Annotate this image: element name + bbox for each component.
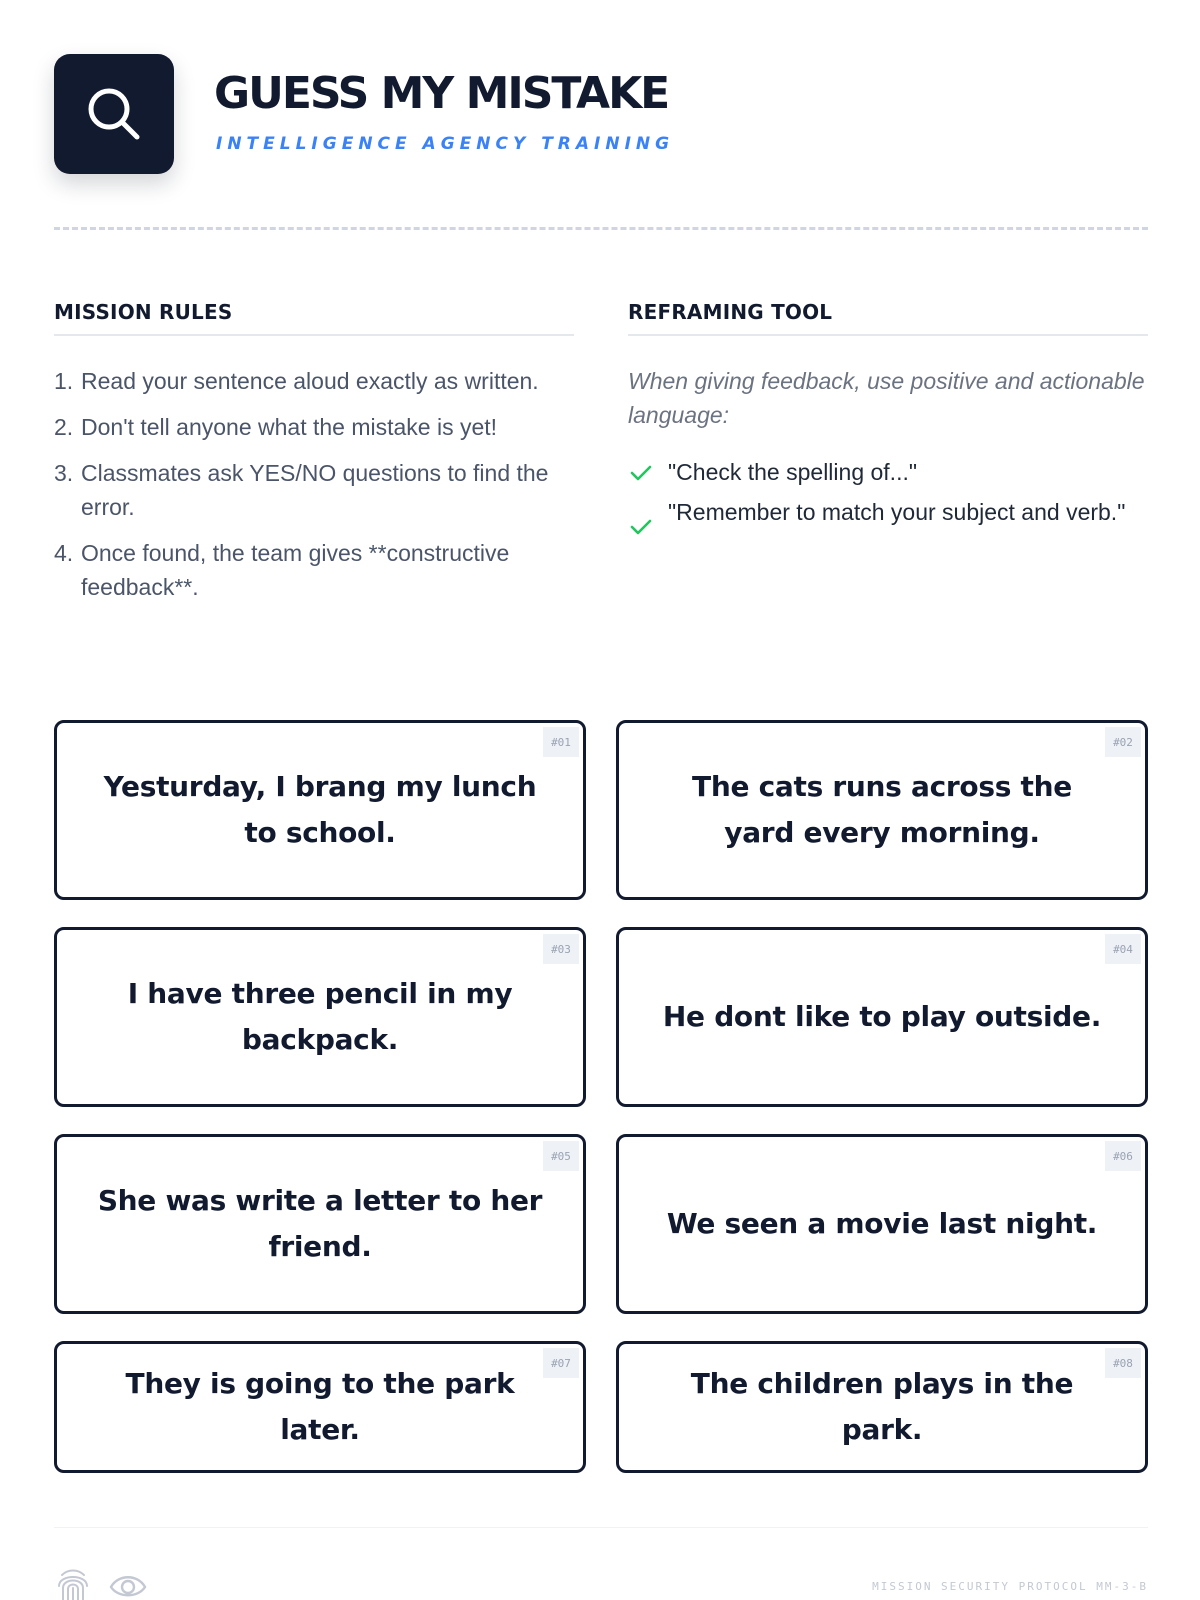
header-divider [54, 227, 1148, 230]
sentence-card[interactable] [54, 1134, 586, 1314]
rule-number: 1. [54, 368, 74, 394]
card-sentence: He dont like to play outside. [662, 1000, 1102, 1033]
header [54, 54, 1148, 174]
sentence-card[interactable] [54, 1341, 586, 1473]
card-number-tag: #07 [543, 1348, 579, 1378]
sentence-card[interactable] [616, 720, 1148, 900]
reframing-tool-section [628, 300, 1148, 536]
mission-rules-section [54, 300, 574, 616]
search-icon [84, 84, 144, 144]
footer-protocol-text: MISSION SECURITY PROTOCOL MM-3-B [872, 1580, 1148, 1593]
eye-icon [108, 1566, 148, 1600]
card-number-tag: #08 [1105, 1348, 1141, 1378]
logo [54, 54, 174, 174]
rule-text: Classmates ask YES/NO questions to find the error. [81, 460, 549, 520]
rule-text: Once found, the team gives **constructive feedback**. [81, 540, 510, 600]
page-subtitle: INTELLIGENCE AGENCY TRAINING [216, 134, 675, 154]
rule-text: Read your sentence aloud exactly as written. [81, 368, 539, 394]
sentence-card[interactable] [54, 927, 586, 1107]
rule-item [54, 364, 574, 398]
feedback-tips-list [628, 456, 1148, 529]
footer-icons [54, 1566, 148, 1600]
rule-number: 3. [54, 460, 74, 486]
card-sentence: The children plays in the park. [690, 1367, 1074, 1446]
mission-rules-heading: MISSION RULES [54, 300, 574, 336]
rules-list [54, 364, 574, 604]
card-number-tag: #01 [543, 727, 579, 757]
rule-item [54, 410, 574, 444]
rule-text: Don't tell anyone what the mistake is yet! [81, 414, 498, 440]
feedback-tip-text: "Check the spelling of..." [668, 459, 918, 485]
sentence-card[interactable] [616, 927, 1148, 1107]
reframing-tool-heading: REFRAMING TOOL [628, 300, 1148, 336]
check-icon [630, 518, 652, 536]
card-number-tag: #05 [543, 1141, 579, 1171]
feedback-tip [628, 456, 1148, 489]
sentence-cards-grid [54, 720, 1148, 1473]
card-sentence: She was write a letter to her friend. [97, 1184, 543, 1263]
reframing-intro: When giving feedback, use positive and actionable language: [628, 368, 1145, 428]
feedback-tip-text: "Remember to match your subject and verb." [668, 499, 1126, 525]
card-sentence: We seen a movie last night. [666, 1207, 1098, 1240]
sentence-card[interactable] [616, 1341, 1148, 1473]
fingerprint-icon [54, 1566, 92, 1600]
card-number-tag: #02 [1105, 727, 1141, 757]
card-sentence: I have three pencil in my backpack. [127, 977, 513, 1056]
footer-divider [54, 1527, 1148, 1528]
card-sentence: The cats runs across the yard every morning. [692, 770, 1072, 849]
card-number-tag: #06 [1105, 1141, 1141, 1171]
card-number-tag: #04 [1105, 934, 1141, 964]
page-title: GUESS MY MISTAKE [214, 68, 669, 119]
rule-item [54, 536, 574, 604]
check-icon [630, 464, 652, 482]
card-number-tag: #03 [543, 934, 579, 964]
card-sentence: They is going to the park later. [125, 1367, 515, 1446]
sentence-card[interactable] [54, 720, 586, 900]
rule-number: 2. [54, 414, 74, 440]
rule-item [54, 456, 574, 524]
card-sentence: Yesturday, I brang my lunch to school. [103, 770, 537, 849]
sentence-card[interactable] [616, 1134, 1148, 1314]
rule-number: 4. [54, 540, 74, 566]
feedback-tip [628, 496, 1148, 529]
